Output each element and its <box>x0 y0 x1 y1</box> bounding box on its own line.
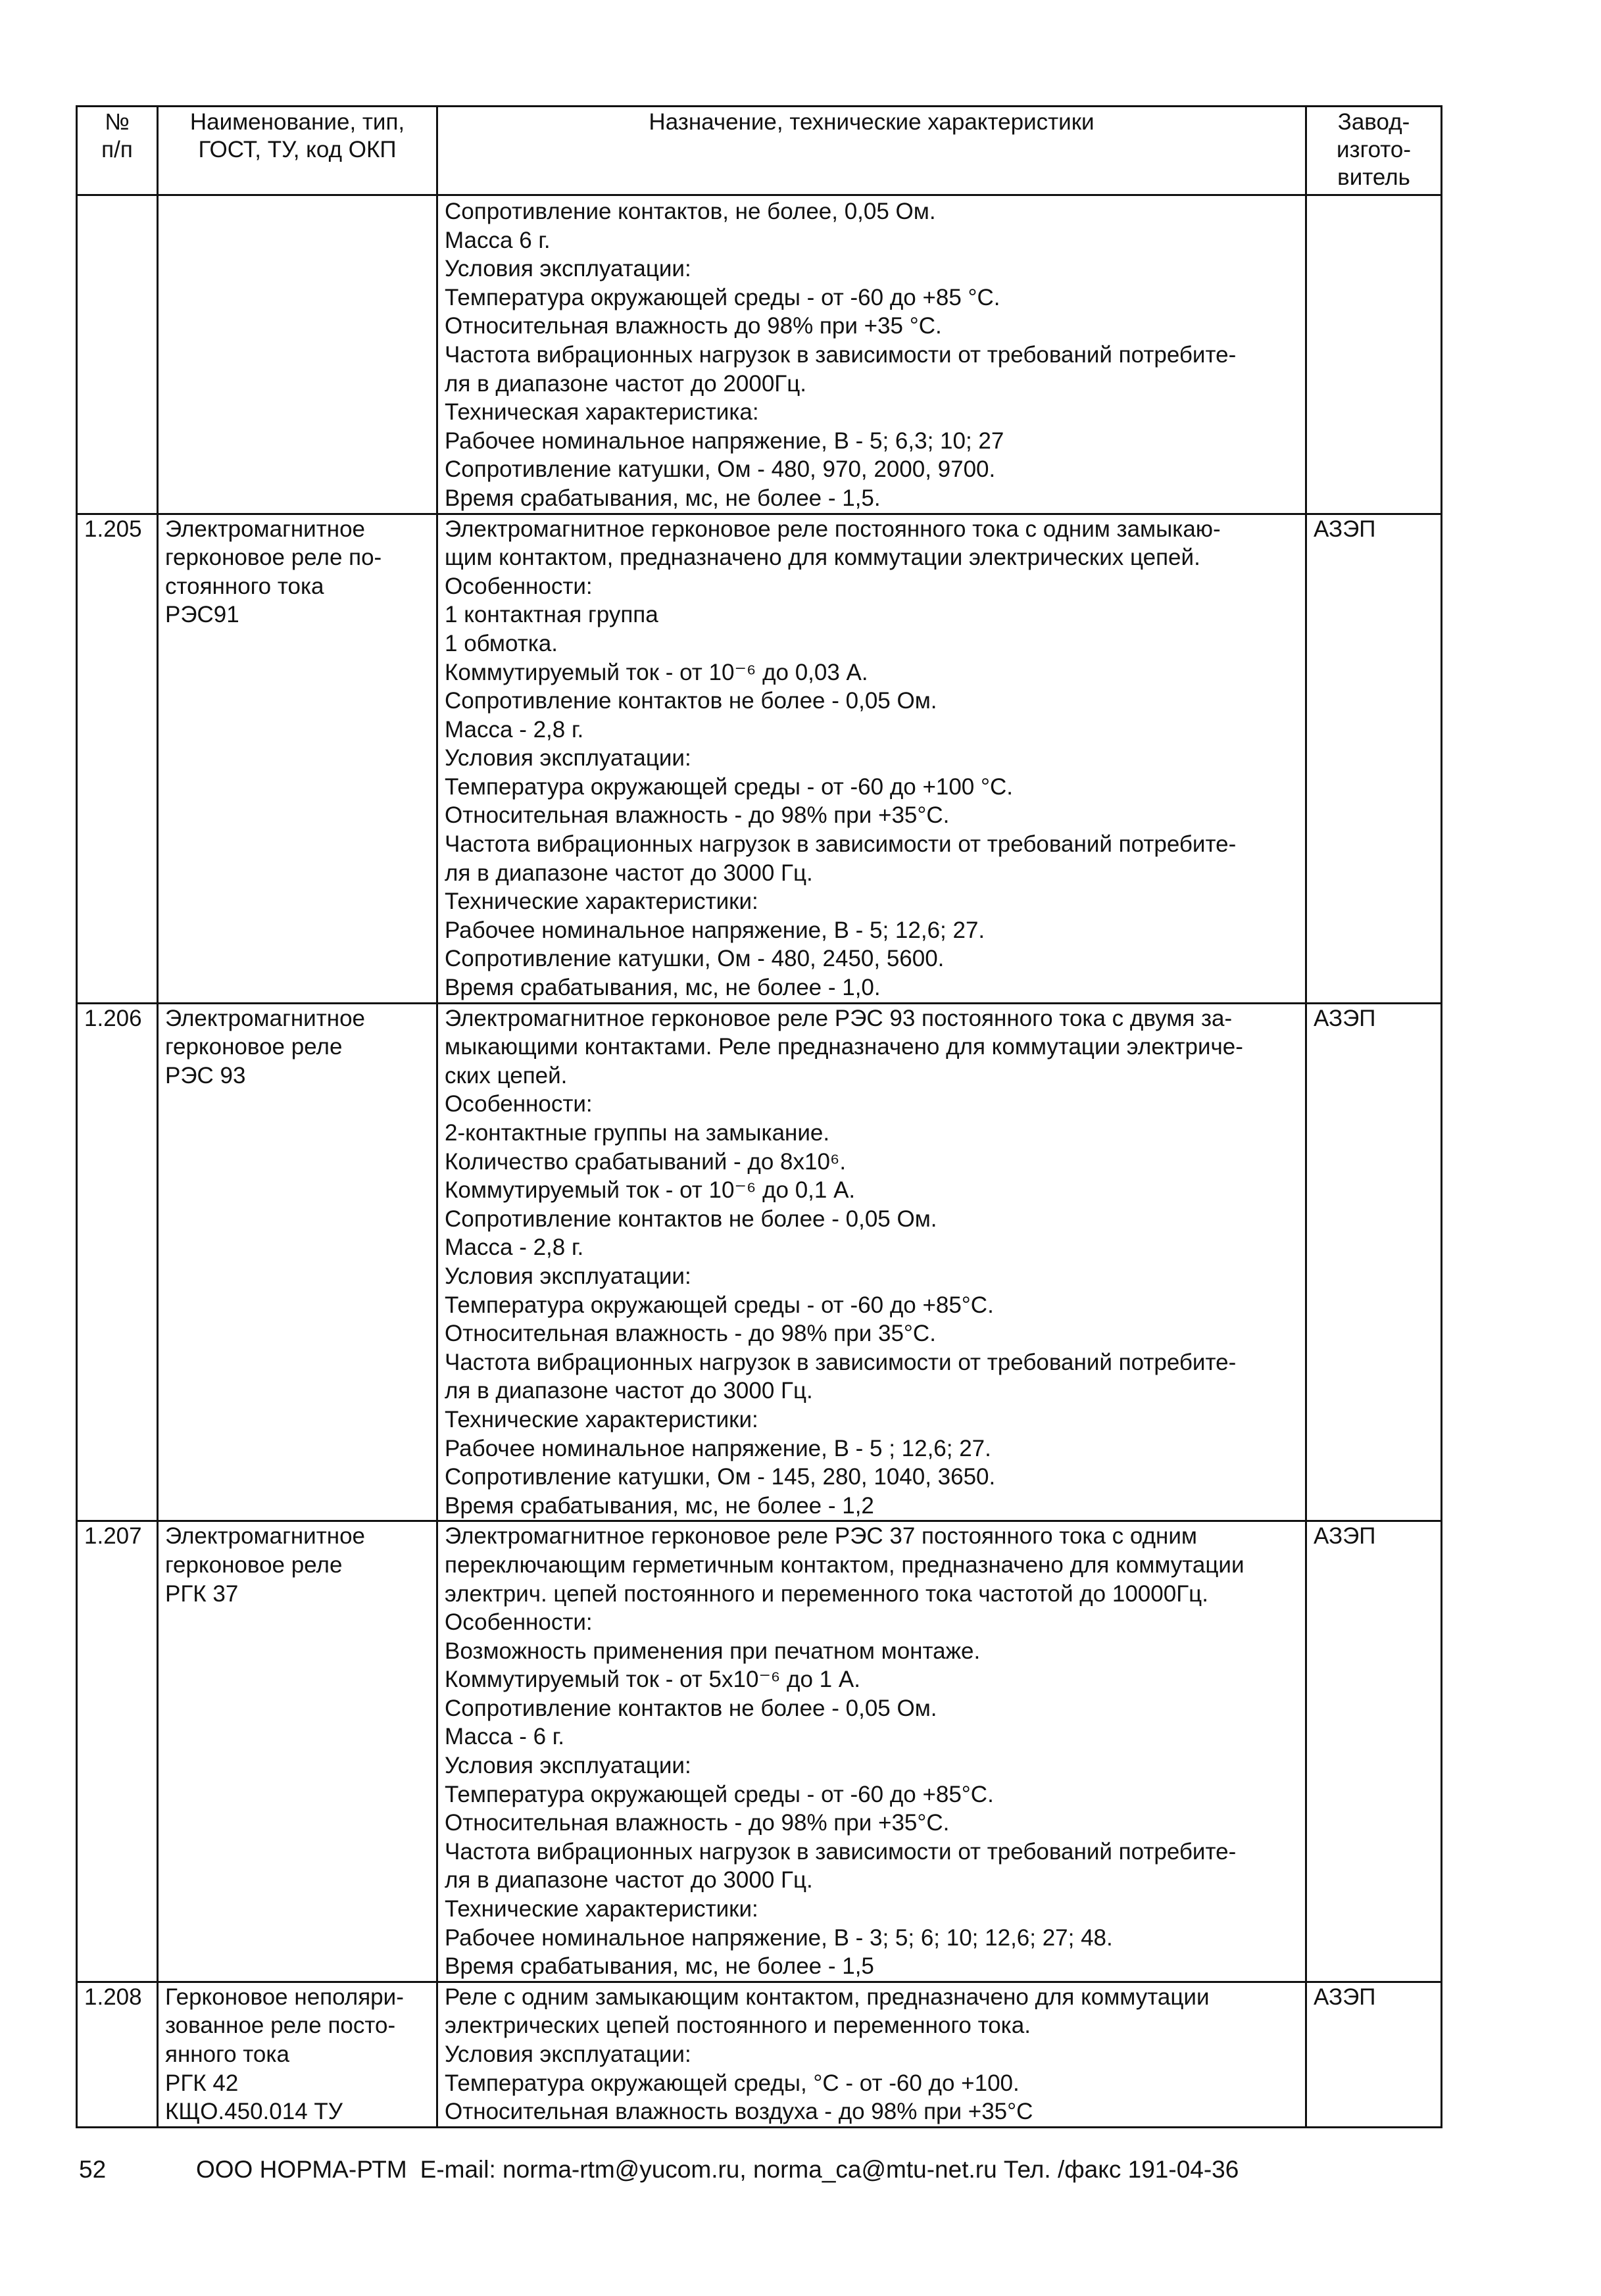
item-name-line: зованное реле посто- <box>165 2013 396 2039</box>
item-manufacturer: АЗЭП <box>1306 1521 1442 1982</box>
page-number: 52 <box>79 2156 107 2183</box>
item-description-line: Частота вибрационных нагрузок в зависимости от требований потребите- <box>445 831 1237 858</box>
item-manufacturer <box>1306 195 1442 514</box>
item-name-line: герконовое реле <box>165 1034 343 1060</box>
item-description <box>437 1521 1306 1982</box>
item-name-line: Электромагнитное <box>165 1523 366 1550</box>
footer-org: ООО НОРМА-РТМ <box>196 2156 407 2183</box>
item-name <box>158 195 437 514</box>
item-description-line: Особенности: <box>445 1609 593 1636</box>
item-description-line: Количество срабатываний - до 8х10⁶. <box>445 1148 847 1175</box>
item-name-line: РГК 42 <box>165 2070 239 2096</box>
item-name-line: Электромагнитное <box>165 516 366 542</box>
header-maker: Завод- изгото- витель <box>1306 107 1442 195</box>
item-name-line: герконовое реле <box>165 1551 343 1578</box>
table-header-row <box>77 107 1442 195</box>
item-description-line: Сопротивление катушки, Ом - 480, 2450, 5600. <box>445 946 945 972</box>
item-number: 1.206 <box>77 1003 158 1521</box>
item-description <box>437 1003 1306 1521</box>
table-row <box>77 1003 1442 1521</box>
item-number: 1.208 <box>77 1982 158 2127</box>
item-manufacturer: АЗЭП <box>1306 1003 1442 1521</box>
item-description-line: Особенности: <box>445 1091 593 1117</box>
item-description-line: Техническая характеристика: <box>445 399 759 426</box>
item-description-line: Масса - 2,8 г. <box>445 716 584 743</box>
item-description-line: Температура окружающей среды - от -60 до +100 °С. <box>445 773 1013 800</box>
item-description-line: Коммутируемый ток - от 5х10⁻⁶ до 1 А. <box>445 1667 860 1693</box>
item-description-line: 1 обмотка. <box>445 630 558 656</box>
item-description-line: Сопротивление контактов не более - 0,05 Ом. <box>445 688 937 714</box>
item-description-line: Условия эксплуатации: <box>445 1753 691 1779</box>
item-name-line: янного тока <box>165 2041 289 2067</box>
item-description-line: Частота вибрационных нагрузок в зависимости от требований потребите- <box>445 1838 1237 1865</box>
item-description-line: щим контактом, предназначено для коммутации электрических цепей. <box>445 545 1200 571</box>
item-description-line: Частота вибрационных нагрузок в зависимости от требований потребите- <box>445 1349 1237 1375</box>
item-description-line: электрических цепей постоянного и переменного тока. <box>445 2013 1031 2039</box>
item-description-line: Сопротивление контактов не более - 0,05 Ом. <box>445 1695 937 1721</box>
item-description-line: Сопротивление контактов не более - 0,05 Ом. <box>445 1206 937 1232</box>
item-description-line: Относительная влажность - до 98% при +35°С. <box>445 802 950 829</box>
item-description-line: мыкающими контактами. Реле предназначено для коммутации электриче- <box>445 1034 1243 1060</box>
item-description-line: Электромагнитное герконовое реле постоянного тока с одним замыкаю- <box>445 516 1221 542</box>
footer-contacts: E-mail: norma-rtm@yucom.ru, norma_ca@mtu-net.ru Тел. /факс 191-04-36 <box>420 2156 1239 2183</box>
item-description-line: Условия эксплуатации: <box>445 1263 691 1289</box>
item-name-line: Электромагнитное <box>165 1005 366 1031</box>
item-description-line: Особенности: <box>445 573 593 599</box>
header-num: № п/п <box>77 107 158 195</box>
item-description-line: ля в диапазоне частот до 2000Гц. <box>445 370 807 397</box>
item-description-line: Условия эксплуатации: <box>445 745 691 771</box>
item-manufacturer: АЗЭП <box>1306 1982 1442 2127</box>
item-description-line: электрич. цепей постоянного и переменного тока частотой до 10000Гц. <box>445 1580 1208 1607</box>
item-description-line: Рабочее номинальное напряжение, В - 3; 5; 6; 10; 12,6; 27; 48. <box>445 1924 1113 1951</box>
item-description-line: Температура окружающей среды - от -60 до +85 °С. <box>445 284 1000 310</box>
item-description-line: Время срабатывания, мс, не более - 1,5 <box>445 1953 874 1980</box>
item-description-line: Возможность применения при печатном монтаже. <box>445 1638 981 1664</box>
table-row <box>77 1982 1442 2127</box>
table-row <box>77 195 1442 514</box>
item-description-line: Рабочее номинальное напряжение, В - 5 ; 12,6; 27. <box>445 1435 991 1461</box>
header-name: Наименование, тип, ГОСТ, ТУ, код ОКП <box>158 107 437 195</box>
item-description-line: Технические характеристики: <box>445 889 758 915</box>
item-name-line: Герконовое неполяри- <box>165 1984 404 2010</box>
item-description-line: Коммутируемый ток - от 10⁻⁶ до 0,1 А. <box>445 1177 856 1204</box>
item-description-line: Температура окружающей среды - от -60 до +85°С. <box>445 1292 994 1318</box>
item-name-line: герконовое реле по- <box>165 545 382 571</box>
item-description <box>437 195 1306 514</box>
item-description-line: Сопротивление катушки, Ом - 480, 970, 2000, 9700. <box>445 456 996 483</box>
item-number <box>77 195 158 514</box>
item-description-line: переключающим герметичным контактом, предназначено для коммутации <box>445 1551 1244 1578</box>
item-description-line: Электромагнитное герконовое реле РЭС 37 постоянного тока с одним <box>445 1523 1197 1550</box>
item-description-line: Масса - 6 г. <box>445 1724 564 1750</box>
item-description-line: Относительная влажность воздуха - до 98% при +35°С <box>445 2099 1033 2125</box>
item-description-line: Время срабатывания, мс, не более - 1,2 <box>445 1492 874 1519</box>
item-name <box>158 514 437 1003</box>
item-description-line: Электромагнитное герконовое реле РЭС 93 постоянного тока с двумя за- <box>445 1005 1233 1031</box>
item-number: 1.207 <box>77 1521 158 1982</box>
item-description-line: Относительная влажность до 98% при +35 °С. <box>445 313 942 339</box>
item-name-line: РГК 37 <box>165 1580 239 1607</box>
item-description-line: Время срабатывания, мс, не более - 1,5. <box>445 485 881 511</box>
item-number: 1.205 <box>77 514 158 1003</box>
item-description-line: Рабочее номинальное напряжение, В - 5; 6,3; 10; 27 <box>445 427 1004 454</box>
item-description-line: Технические характеристики: <box>445 1406 758 1432</box>
item-description-line: Сопротивление катушки, Ом - 145, 280, 1040, 3650. <box>445 1464 996 1490</box>
item-name-line: КЩО.450.014 ТУ <box>165 2099 343 2125</box>
item-description-line: Коммутируемый ток - от 10⁻⁶ до 0,03 А. <box>445 659 868 685</box>
item-description-line: ля в диапазоне частот до 3000 Гц. <box>445 860 813 886</box>
table-row <box>77 514 1442 1003</box>
item-name-line: РЭС91 <box>165 602 239 628</box>
item-description-line: 1 контактная группа <box>445 602 658 628</box>
item-description <box>437 514 1306 1003</box>
item-description-line: Масса 6 г. <box>445 227 551 253</box>
item-description-line: Условия эксплуатации: <box>445 2041 691 2067</box>
item-description-line: Относительная влажность - до 98% при 35°С. <box>445 1321 936 1347</box>
item-description-line: Температура окружающей среды - от -60 до +85°С. <box>445 1781 994 1807</box>
item-description-line: Реле с одним замыкающим контактом, предназначено для коммутации <box>445 1984 1210 2010</box>
item-description-line: Масса - 2,8 г. <box>445 1234 584 1261</box>
table-body <box>77 195 1442 2128</box>
item-description-line: Технические характеристики: <box>445 1896 758 1922</box>
item-name-line: стоянного тока <box>165 573 324 599</box>
item-name <box>158 1982 437 2127</box>
item-description-line: Условия эксплуатации: <box>445 256 691 282</box>
item-description-line: ля в диапазоне частот до 3000 Гц. <box>445 1378 813 1404</box>
table-row <box>77 1521 1442 1982</box>
item-description-line: 2-контактные группы на замыкание. <box>445 1120 830 1146</box>
item-description-line: Рабочее номинальное напряжение, В - 5; 12,6; 27. <box>445 917 985 943</box>
item-description-line: Сопротивление контактов, не более, 0,05 Ом. <box>445 199 936 224</box>
item-description-line: Относительная влажность - до 98% при +35°С. <box>445 1810 950 1836</box>
item-description-line: ских цепей. <box>445 1062 568 1088</box>
item-name <box>158 1003 437 1521</box>
item-description-line: Время срабатывания, мс, не более - 1,0. <box>445 975 881 1001</box>
spec-table <box>76 105 1442 2128</box>
item-description-line: ля в диапазоне частот до 3000 Гц. <box>445 1867 813 1893</box>
header-purpose: Назначение, технические характеристики <box>437 107 1306 195</box>
item-name-line: РЭС 93 <box>165 1062 246 1088</box>
item-manufacturer: АЗЭП <box>1306 514 1442 1003</box>
item-description-line: Температура окружающей среды, °С - от -60 до +100. <box>445 2070 1020 2096</box>
item-description <box>437 1982 1306 2127</box>
item-description-line: Частота вибрационных нагрузок в зависимости от требований потребите- <box>445 341 1237 368</box>
item-name <box>158 1521 437 1982</box>
page-footer <box>79 2156 1239 2184</box>
